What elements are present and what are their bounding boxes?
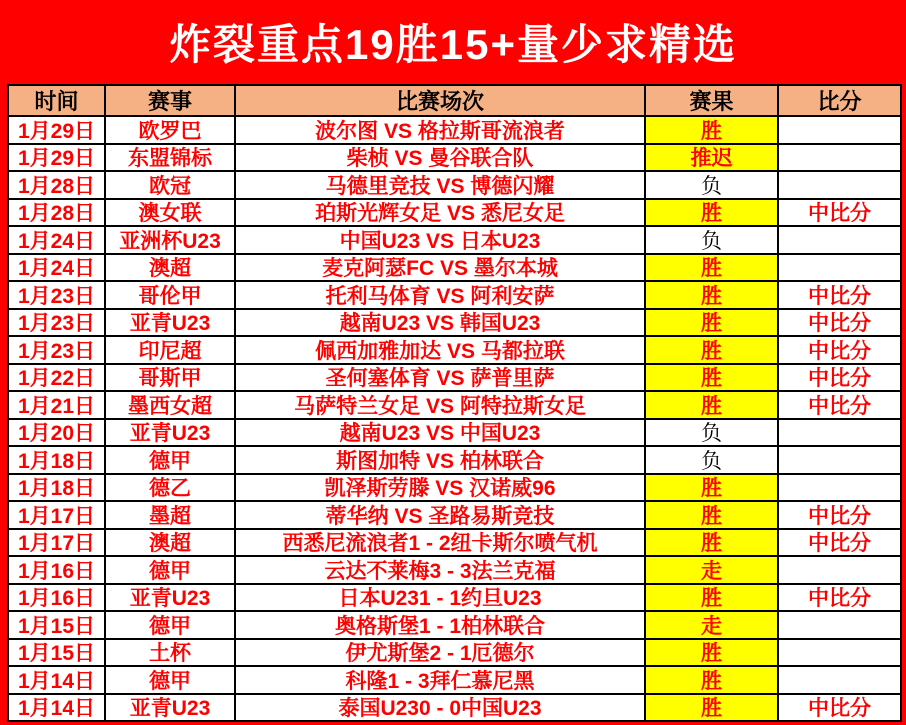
league-cell: 亚青U23 xyxy=(106,420,236,446)
score-cell: 中比分 xyxy=(808,312,871,335)
date-cell: 1月23日 xyxy=(9,282,106,308)
match-cell: 越南U23 VS 韩国U23 xyxy=(236,310,646,336)
date-cell: 1月29日 xyxy=(9,117,106,143)
date-cell: 1月29日 xyxy=(9,145,106,171)
score-cell: 中比分 xyxy=(808,532,871,555)
result-cell: 胜 xyxy=(646,392,779,418)
league-cell: 德乙 xyxy=(106,475,236,501)
league-cell: 亚青U23 xyxy=(106,310,236,336)
match-cell: 蒂华纳 VS 圣路易斯竞技 xyxy=(236,502,646,528)
header-score: 比分 xyxy=(817,89,862,114)
result-cell: 推迟 xyxy=(646,145,779,171)
score-cell: 中比分 xyxy=(808,284,871,308)
result-cell: 胜 xyxy=(646,310,779,336)
date-cell: 1月28日 xyxy=(9,172,106,198)
date-cell: 1月16日 xyxy=(9,557,106,583)
league-cell: 墨西女超 xyxy=(106,392,236,418)
table-row xyxy=(9,640,900,668)
result-cell: 负 xyxy=(646,227,779,253)
header-league: 赛事 xyxy=(106,86,236,115)
date-cell: 1月24日 xyxy=(9,227,106,253)
page-title: 炸裂重点19胜15+量少求精选 xyxy=(169,21,737,68)
score-cell xyxy=(779,227,900,253)
league-cell: 欧冠 xyxy=(106,172,236,198)
date-cell: 1月17日 xyxy=(9,502,106,528)
date-cell: 1月14日 xyxy=(9,695,106,721)
league-cell: 澳女联 xyxy=(106,200,236,226)
score-cell xyxy=(779,475,900,501)
date-cell: 1月20日 xyxy=(9,420,106,446)
table-row xyxy=(9,282,900,310)
score-cell: 中比分 xyxy=(808,367,871,390)
table-row xyxy=(9,502,900,530)
league-cell: 欧罗巴 xyxy=(106,117,236,143)
match-cell: 马德里竞技 VS 博德闪耀 xyxy=(236,172,646,198)
match-cell: 托利马体育 VS 阿利安萨 xyxy=(236,282,646,308)
league-cell: 亚青U23 xyxy=(106,695,236,721)
date-cell: 1月16日 xyxy=(9,585,106,611)
table-row xyxy=(9,667,900,695)
match-cell: 柴桢 VS 曼谷联合队 xyxy=(236,145,646,171)
score-cell: 中比分 xyxy=(808,394,871,418)
score-cell xyxy=(779,612,900,638)
result-cell: 胜 xyxy=(646,337,779,363)
result-cell: 胜 xyxy=(646,530,779,556)
score-cell xyxy=(779,667,900,693)
match-cell: 云达不莱梅3 - 3法兰克福 xyxy=(236,557,646,583)
score-cell xyxy=(779,640,900,666)
date-cell: 1月21日 xyxy=(9,392,106,418)
score-cell xyxy=(779,420,900,446)
league-cell: 德甲 xyxy=(106,447,236,473)
match-cell: 西悉尼流浪者1 - 2纽卡斯尔喷气机 xyxy=(236,530,646,556)
league-cell: 土杯 xyxy=(106,640,236,666)
match-cell: 伊尤斯堡2 - 1厄德尔 xyxy=(236,640,646,666)
result-cell: 走 xyxy=(646,557,779,583)
date-cell: 1月18日 xyxy=(9,447,106,473)
table-row xyxy=(9,695,900,721)
table-row xyxy=(9,475,900,503)
result-cell: 胜 xyxy=(646,117,779,143)
match-cell: 波尔图 VS 格拉斯哥流浪者 xyxy=(236,117,646,143)
table-row xyxy=(9,145,900,173)
league-cell: 东盟锦标 xyxy=(106,145,236,171)
table-row xyxy=(9,365,900,393)
table-row xyxy=(9,255,900,283)
table-row xyxy=(9,337,900,365)
table-row xyxy=(9,172,900,200)
date-cell: 1月15日 xyxy=(9,640,106,666)
league-cell: 澳超 xyxy=(106,255,236,281)
table-row xyxy=(9,447,900,475)
table-row xyxy=(9,227,900,255)
table-row xyxy=(9,585,900,613)
match-cell: 科隆1 - 3拜仁慕尼黑 xyxy=(236,667,646,693)
match-cell: 珀斯光辉女足 VS 悉尼女足 xyxy=(236,200,646,226)
score-cell: 中比分 xyxy=(808,587,871,610)
header-result: 赛果 xyxy=(646,86,779,115)
table-row xyxy=(9,420,900,448)
results-table xyxy=(7,84,902,722)
match-cell: 马萨特兰女足 VS 阿特拉斯女足 xyxy=(236,392,646,418)
score-cell: 中比分 xyxy=(808,339,871,363)
date-cell: 1月24日 xyxy=(9,255,106,281)
date-cell: 1月22日 xyxy=(9,365,106,391)
date-cell: 1月23日 xyxy=(9,337,106,363)
result-cell: 胜 xyxy=(646,695,779,721)
result-cell: 负 xyxy=(646,420,779,446)
result-cell: 胜 xyxy=(646,365,779,391)
match-cell: 凯泽斯劳滕 VS 汉诺威96 xyxy=(236,475,646,501)
result-cell: 胜 xyxy=(646,282,779,308)
score-cell xyxy=(779,117,900,143)
league-cell: 亚洲杯U23 xyxy=(106,227,236,253)
result-cell: 胜 xyxy=(646,255,779,281)
result-cell: 负 xyxy=(646,447,779,473)
result-cell: 走 xyxy=(646,612,779,638)
result-cell: 胜 xyxy=(646,640,779,666)
score-cell: 中比分 xyxy=(808,504,871,528)
score-cell: 中比分 xyxy=(808,697,871,720)
result-cell: 负 xyxy=(646,172,779,198)
title-banner xyxy=(0,0,906,84)
league-cell: 哥伦甲 xyxy=(106,282,236,308)
score-cell xyxy=(779,145,900,171)
table-row xyxy=(9,200,900,228)
header-match: 比赛场次 xyxy=(236,86,646,115)
league-cell: 墨超 xyxy=(106,502,236,528)
table-row xyxy=(9,612,900,640)
table-row xyxy=(9,530,900,558)
score-cell xyxy=(779,557,900,583)
match-cell: 麦克阿瑟FC VS 墨尔本城 xyxy=(236,255,646,281)
table-row xyxy=(9,392,900,420)
match-cell: 佩西加雅加达 VS 马都拉联 xyxy=(236,337,646,363)
match-cell: 圣何塞体育 VS 萨普里萨 xyxy=(236,365,646,391)
league-cell: 德甲 xyxy=(106,667,236,693)
league-cell: 澳超 xyxy=(106,530,236,556)
result-cell: 胜 xyxy=(646,667,779,693)
result-cell: 胜 xyxy=(646,475,779,501)
match-cell: 日本U231 - 1约旦U23 xyxy=(236,585,646,611)
result-cell: 胜 xyxy=(646,200,779,226)
match-cell: 中国U23 VS 日本U23 xyxy=(236,227,646,253)
league-cell: 亚青U23 xyxy=(106,585,236,611)
score-cell xyxy=(779,447,900,473)
league-cell: 印尼超 xyxy=(106,337,236,363)
date-cell: 1月28日 xyxy=(9,200,106,226)
match-cell: 泰国U230 - 0中国U23 xyxy=(236,695,646,721)
result-cell: 胜 xyxy=(646,502,779,528)
league-cell: 哥斯甲 xyxy=(106,365,236,391)
date-cell: 1月17日 xyxy=(9,530,106,556)
match-cell: 斯图加特 VS 柏林联合 xyxy=(236,447,646,473)
header-time: 时间 xyxy=(9,86,106,115)
table-header-row xyxy=(9,86,900,117)
result-cell: 胜 xyxy=(646,585,779,611)
league-cell: 德甲 xyxy=(106,557,236,583)
table-row xyxy=(9,117,900,145)
score-cell xyxy=(779,172,900,198)
match-cell: 奥格斯堡1 - 1柏林联合 xyxy=(236,612,646,638)
date-cell: 1月14日 xyxy=(9,667,106,693)
table-row xyxy=(9,557,900,585)
date-cell: 1月15日 xyxy=(9,612,106,638)
table-row xyxy=(9,310,900,338)
score-cell: 中比分 xyxy=(808,202,871,225)
score-cell xyxy=(779,255,900,281)
match-cell: 越南U23 VS 中国U23 xyxy=(236,420,646,446)
league-cell: 德甲 xyxy=(106,612,236,638)
date-cell: 1月23日 xyxy=(9,310,106,336)
date-cell: 1月18日 xyxy=(9,475,106,501)
